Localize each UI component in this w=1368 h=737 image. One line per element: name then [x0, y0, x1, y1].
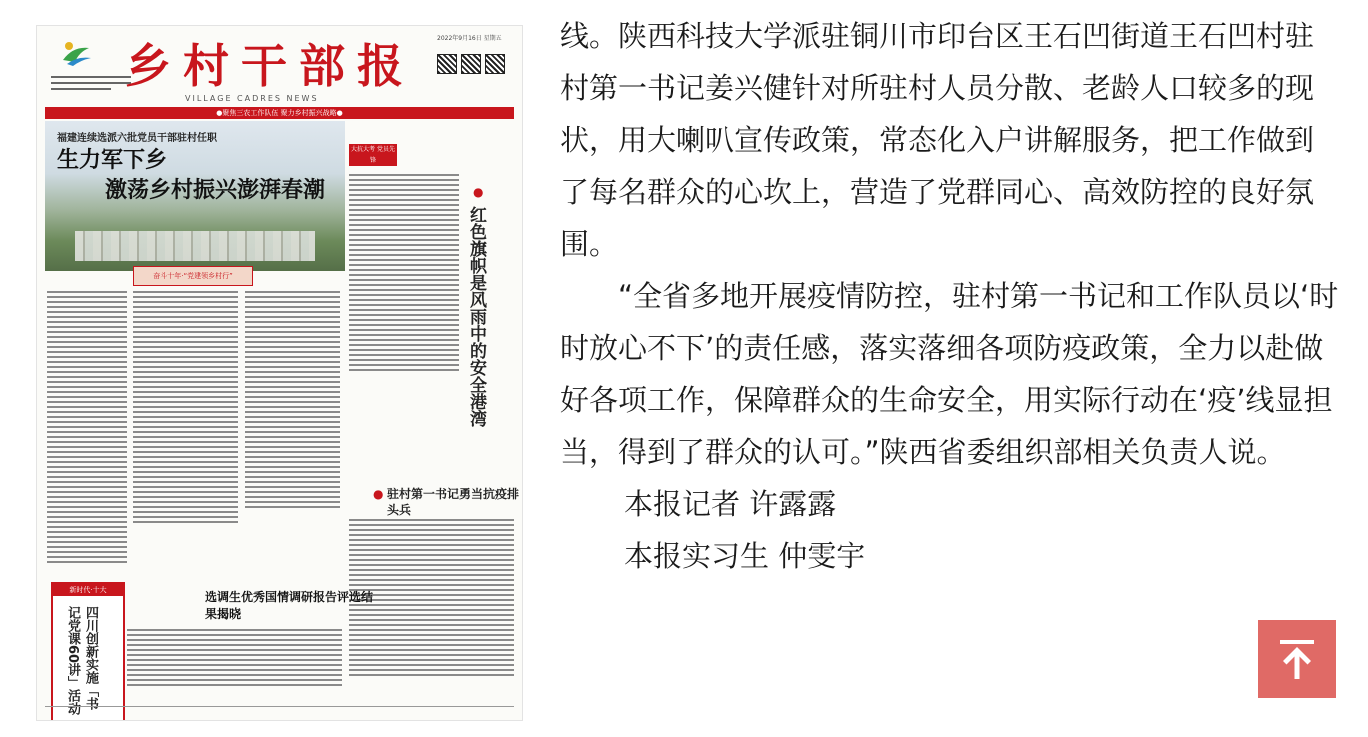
- feature-tag: 新时代·十大: [53, 584, 123, 596]
- hero-headline-2: 激荡乡村振兴澎湃春潮: [105, 177, 326, 203]
- qr-code-icon: [485, 54, 505, 74]
- inset-label: 奋斗十年·“党建领乡村行”: [133, 266, 253, 286]
- back-to-top-button[interactable]: [1258, 620, 1336, 698]
- village-houses-graphic: [75, 231, 315, 261]
- party-badge: 大抗大考 党员先锋: [349, 144, 397, 166]
- bottom-left-feature-box: [51, 582, 125, 720]
- newspaper-front-page-image: [37, 26, 522, 720]
- newspaper-issue-meta: 2022年9月16日 星期五: [437, 35, 502, 42]
- second-headline: 驻村第一书记勇当抗疫排头兵: [387, 487, 520, 517]
- article-column: [245, 288, 340, 511]
- article-column: [133, 288, 238, 526]
- article-column: [127, 626, 342, 689]
- location-pin-icon: ●: [373, 487, 384, 501]
- article-column: [47, 288, 127, 566]
- newspaper-logo-icon: [59, 38, 93, 68]
- arrow-up-icon: [1277, 637, 1317, 681]
- newspaper-title: 乡村干部报: [125, 39, 415, 93]
- article-paragraph: 线。陕西科技大学派驻铜川市印台区王石凹街道王石凹村驻村第一书记姜兴健针对所驻村人员分散、老龄人口较多的现状，用大喇叭宣传政策，常态化入户讲解服务，把工作做到了每名群众的心坎上，营造了党群同心、高效防控的良好氛围。: [560, 19, 1315, 261]
- byline-reporter: 本报记者 许露露: [624, 487, 837, 521]
- hero-headline-1: 生力军下乡: [57, 147, 168, 173]
- newspaper-hero-photo: [45, 121, 345, 271]
- article-column: [349, 171, 459, 374]
- byline-intern: 本报实习生 仲雯宇: [624, 539, 866, 573]
- newspaper-title-en: VILLAGE CADRES NEWS: [185, 94, 319, 103]
- hero-kicker: 福建连续选派六批党员干部驻村任职: [57, 133, 217, 144]
- newspaper-slogan-bar: ●聚焦三农工作队伍 聚力乡村振兴战略●: [45, 107, 514, 119]
- mid-headline: 选调生优秀国情调研报告评选结果揭晓: [205, 590, 374, 621]
- article-body: [560, 10, 1340, 582]
- article-paragraph: “全省多地开展疫情防控，驻村第一书记和工作队员以‘时时放心不下’的责任感，落实落细各项防疫政策，全力以赴做好各项工作，保障群众的生命安全，用实际行动在‘疫’线显担当，得到了群众的认可。”陕西省委组织部相关负责人说。: [560, 279, 1339, 469]
- newspaper-masthead: [37, 26, 522, 112]
- right-column-title: 红色旗帜是风雨中的安全港湾: [466, 206, 486, 427]
- qr-code-icon: [437, 54, 457, 74]
- newspaper-footer-bar: [45, 706, 514, 717]
- feature-vertical-title: 四川创新实施「书记党课60讲」活动: [65, 606, 98, 716]
- qr-code-icon: [461, 54, 481, 74]
- location-pin-icon: ●: [473, 185, 484, 199]
